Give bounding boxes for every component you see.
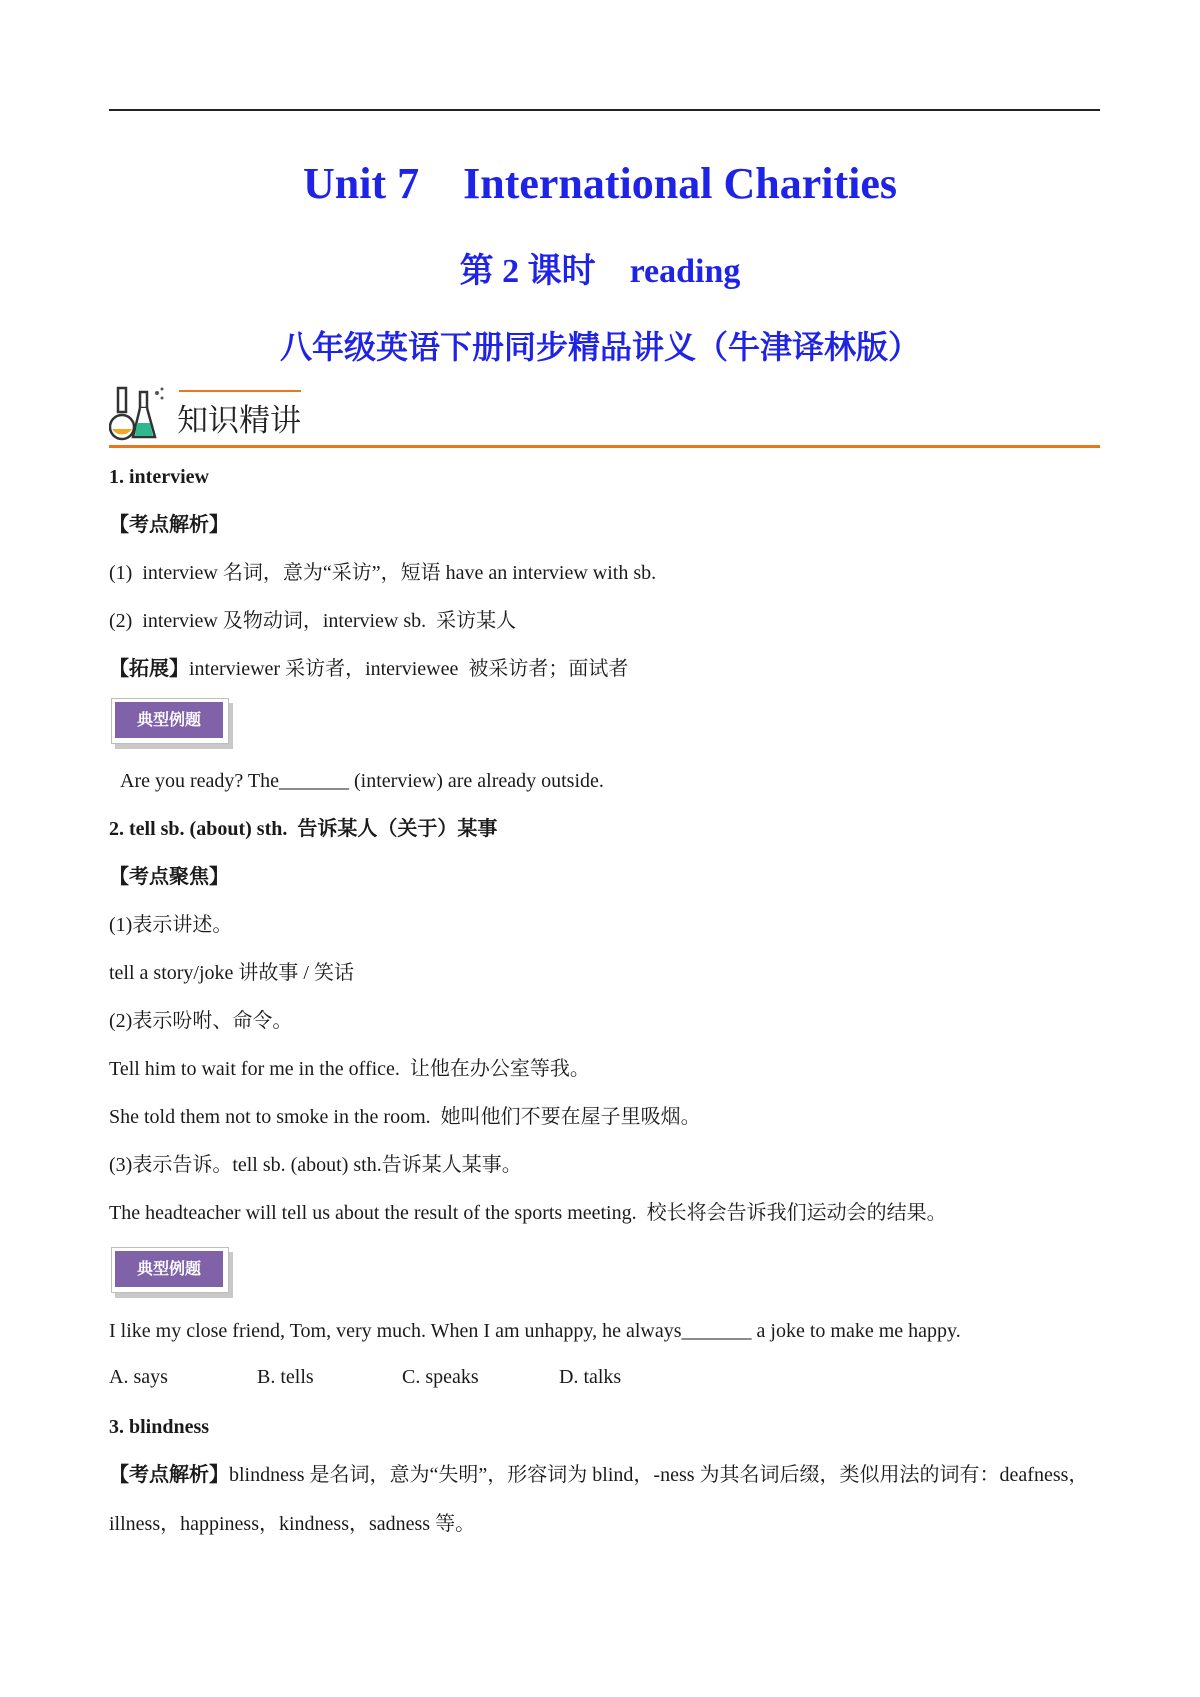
tell-point-2-example-2: She told them not to smoke in the room. 她叫他们不要在屋子里吸烟。 bbox=[109, 1106, 701, 1128]
interview-extension bbox=[109, 656, 628, 682]
blindness-text-2: illness，happiness，kindness，sadness 等。 bbox=[109, 1513, 476, 1535]
item-heading-tell: 2. tell sb. (about) sth. 告诉某人（关于）某事 bbox=[109, 818, 498, 840]
example-tag-2 bbox=[111, 1247, 229, 1293]
blindness-analysis bbox=[109, 1462, 1088, 1488]
tell-point-3-example: The headteacher will tell us about the result of the sports meeting. 校长将会告诉我们运动会的结果。 bbox=[109, 1202, 947, 1224]
item-heading-interview: 1. interview bbox=[109, 466, 209, 488]
option-d: D. talks bbox=[559, 1366, 622, 1388]
top-rule bbox=[109, 109, 1100, 111]
blindness-text-1: blindness 是名词，意为“失明”，形容词为 blind，-ness 为其名词后缀，类似用法的词有：deafness， bbox=[229, 1464, 1089, 1486]
book-subtitle: 八年级英语下册同步精品讲义（牛津译林版） bbox=[279, 329, 920, 365]
section-header-rule bbox=[109, 445, 1100, 448]
answer-options bbox=[109, 1366, 1009, 1392]
section-header bbox=[109, 385, 1100, 447]
tell-point-1-example: tell a story/joke 讲故事 / 笑话 bbox=[109, 962, 354, 984]
lesson-title: 第 2 课时 reading bbox=[459, 253, 741, 290]
example-tag-label: 典型例题 bbox=[115, 1251, 223, 1287]
option-b: B. tells bbox=[257, 1366, 314, 1388]
focus-label: 【考点聚焦】 bbox=[109, 866, 229, 888]
interview-point-1: (1) interview 名词，意为“采访”，短语 have an interview with sb. bbox=[109, 562, 657, 584]
interview-point-2: (2) interview 及物动词，interview sb. 采访某人 bbox=[109, 610, 517, 632]
section-title: 知识精讲 bbox=[177, 403, 301, 439]
item-heading-blindness: 3. blindness bbox=[109, 1416, 210, 1438]
tell-point-3: (3)表示告诉。tell sb. (about) sth.告诉某人某事。 bbox=[109, 1154, 522, 1176]
flask-icon bbox=[109, 385, 167, 443]
example-tag-label: 典型例题 bbox=[115, 702, 223, 738]
extension-text: interviewer 采访者，interviewee 被采访者；面试者 bbox=[189, 658, 629, 680]
analysis-label: 【考点解析】 bbox=[109, 1464, 229, 1486]
tell-point-1: (1)表示讲述。 bbox=[109, 914, 233, 936]
extension-label: 【拓展】 bbox=[109, 658, 189, 680]
example-tag-1 bbox=[111, 698, 229, 744]
section-header-accent bbox=[179, 390, 301, 392]
tell-point-2-example-1: Tell him to wait for me in the office. 让他在办公室等我。 bbox=[109, 1058, 590, 1080]
interview-example: Are you ready? The_______ (interview) are already outside. bbox=[120, 770, 604, 792]
analysis-label: 【考点解析】 bbox=[109, 514, 229, 536]
option-c: C. speaks bbox=[402, 1366, 479, 1388]
tell-question: I like my close friend, Tom, very much. When I am unhappy, he always_______ a joke to make me happy. bbox=[109, 1320, 961, 1342]
option-a: A. says bbox=[109, 1366, 168, 1388]
unit-title: Unit 7 International Charities bbox=[303, 159, 897, 208]
tell-point-2: (2)表示吩咐、命令。 bbox=[109, 1010, 293, 1032]
